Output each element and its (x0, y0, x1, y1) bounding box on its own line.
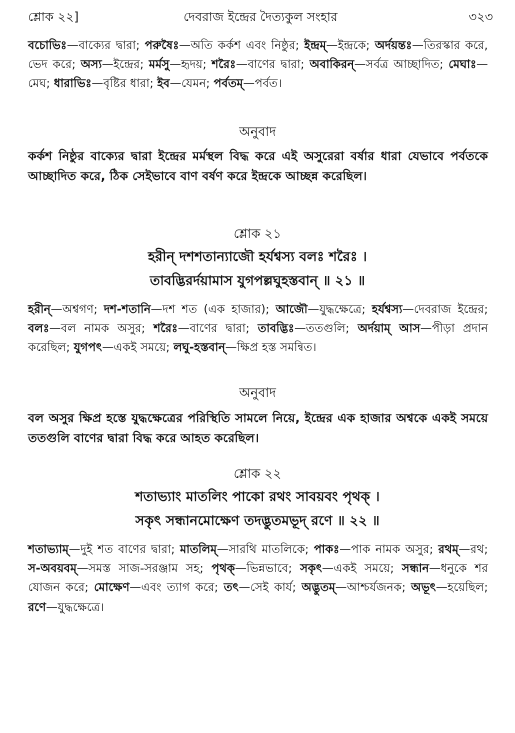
synonym-meaning: —সেই কার্য; (238, 580, 302, 595)
synonym-word: সন্ধান (401, 561, 430, 576)
synonym-meaning: —পর্বত। (243, 76, 282, 91)
translation-verse-21: বল অসুর ক্ষিপ্র হস্তে যুদ্ধক্ষেত্রের পরিস্থিতি সামলে নিয়ে, ইন্দ্রের এক হাজার অশ্বকে একই সময়ে ততগুলি বাণের দ্বারা বিদ্ধ করে আহত করেছিল। (28, 411, 488, 445)
synonym-meaning: —পাক নামক অসুর; (339, 542, 439, 556)
synonym-word: ধারাভিঃ (53, 76, 92, 91)
synonym-meaning: —দুই শত বাণের দ্বারা; (68, 542, 180, 556)
header-chapter-title: দেবরাজ ইন্দ্রের দৈত্যকুল সংহার (183, 9, 338, 24)
synonym-word: হরীন্ (28, 302, 51, 316)
synonym-word: রণে (28, 599, 47, 614)
synonym-meaning: —রথ; (458, 542, 488, 556)
synonym-word: পরুষৈঃ (144, 38, 180, 52)
synonyms-verse-21 (28, 300, 488, 358)
synonym-meaning: —বাণের দ্বারা; (177, 321, 258, 336)
synonym-meaning: —অতি কর্কশ এবং নিষ্ঠুর; (179, 38, 305, 52)
synonym-word: শরৈঃ (153, 321, 178, 336)
synonym-meaning: —হয়েছিল; (435, 580, 488, 595)
synonym-meaning: —যুদ্ধক্ষেত্রে। (46, 599, 105, 614)
synonym-meaning: —আশ্চর্যজনক; (335, 580, 412, 595)
synonym-word: অদ্ভুতম্ (301, 580, 336, 595)
synonym-meaning: —বল নামক অসুর; (49, 321, 154, 336)
verse-21-line-1: হরীন্ দশশতান্যাজৌ হর্যশ্বস্য বলঃ শরৈঃ । (147, 249, 368, 265)
synonym-word: তাবদ্ভিঃ (257, 321, 295, 336)
synonym-word: মোক্ষেণ (93, 580, 130, 595)
synonyms-verse-22 (28, 540, 488, 617)
synonyms-verse-20 (28, 36, 488, 94)
header-verse-ref: শ্লোক ২২] (28, 9, 79, 24)
synonym-meaning: —বৃষ্টির ধারা; (91, 76, 158, 91)
synonym-word: হর্যশ্বস্য (371, 302, 403, 316)
synonym-word: অস্য (80, 57, 102, 72)
synonym-word: শরৈঃ (211, 57, 236, 72)
synonym-meaning: —ধনুকে শর যোজন করে; (28, 561, 488, 595)
verse-22-heading: শ্লোক ২২ (233, 467, 282, 482)
synonym-word: ইন্দ্রম্ (304, 38, 327, 52)
verse-21-line-2: তাবদ্ভিরর্দয়ামাস যুগপল্লঘুহস্তবান্ ॥ ২১ ॥ (149, 273, 366, 289)
synonym-word: ইব (157, 76, 170, 91)
synonym-word: সকৃৎ (300, 561, 323, 576)
synonym-meaning: —ইন্দ্রকে; (326, 38, 375, 52)
synonym-word: পৃথক্ (211, 561, 235, 576)
synonym-word: অভূৎ (411, 580, 436, 595)
synonym-word: অবাকিরন্ (309, 57, 355, 72)
synonym-meaning: —মেঘ; (28, 57, 488, 91)
synonym-meaning: —যুদ্ধক্ষেত্রে; (307, 302, 372, 316)
synonym-word: দশ-শতানি (103, 302, 151, 316)
synonym-meaning: —ইন্দ্রের; (101, 57, 149, 72)
synonym-word: লঘু-হস্তবান্ (173, 340, 226, 355)
synonym-word: মেঘাঃ (448, 57, 477, 72)
synonym-meaning: —সমস্ত সাজ-সরঞ্জাম সহ; (76, 561, 212, 576)
synonym-word: পর্বতম্ (213, 76, 244, 91)
synonym-word: বচোভিঃ (28, 38, 67, 52)
synonym-meaning: —অশ্বগণ; (50, 302, 104, 316)
synonym-word: মাতলিম্ (179, 542, 217, 556)
synonym-word: রথম্ (438, 542, 459, 556)
verse-21-heading: শ্লোক ২১ (233, 227, 282, 242)
running-header (28, 8, 493, 26)
synonym-meaning: —সারথি মাতলিকে; (216, 542, 314, 556)
synonym-meaning: —দেবরাজ ইন্দ্রের; (402, 302, 488, 316)
translation-heading: অনুবাদ (239, 386, 276, 401)
synonym-meaning: —ভিন্নভাবে; (234, 561, 301, 576)
synonym-word: স-অবয়বম্ (28, 561, 77, 576)
synonym-word: পাকঃ (313, 542, 340, 556)
page-number: ৩২৩ (468, 9, 493, 24)
synonym-word: মর্মসু (148, 57, 170, 72)
synonym-word: অর্দয়াম্ আস (357, 321, 421, 336)
synonym-meaning: —ক্ষিপ্র হস্ত সমন্বিত। (225, 340, 317, 355)
verse-22-line-2: সকৃৎ সন্ধানমোক্ষেণ তদদ্ভুতমভূদ্ রণে ॥ ২২ ॥ (135, 513, 380, 529)
synonym-word: অর্দয়ন্তঃ (374, 38, 413, 52)
synonym-meaning: —হৃদয়; (169, 57, 212, 72)
synonym-meaning: —পীড়া প্রদান করেছিল; (28, 321, 488, 355)
synonym-meaning: —সর্বত্র আচ্ছাদিত; (354, 57, 449, 72)
synonym-meaning: —তিরস্কার করে, ভেদ করে; (28, 38, 488, 72)
translation-heading: অনুবাদ (239, 125, 276, 140)
synonym-meaning: —একই সময়ে; (102, 340, 174, 355)
synonym-meaning: —দশ শত (এক হাজার); (150, 302, 276, 316)
translation-verse-20: কর্কশ নিষ্ঠুর বাক্যের দ্বারা ইন্দ্রের মর্মস্থল বিদ্ধ করে এই অসুরেরা বর্ষার ধারা যেভাবে পর্বতকে আচ্ছাদিত করে, ঠিক সেইভাবে বাণ বর্ষণ করে ইন্দ্রকে আচ্ছন্ন করেছিল। (28, 149, 488, 183)
synonym-word: যুগপৎ (73, 340, 103, 355)
synonym-word: শতাভ্যাম্ (28, 542, 69, 556)
synonym-meaning: —এবং ত্যাগ করে; (129, 580, 224, 595)
synonym-meaning: —ততগুলি; (294, 321, 358, 336)
synonym-meaning: —একই সময়ে; (322, 561, 402, 576)
synonym-meaning: —বাক্যের দ্বারা; (66, 38, 145, 52)
synonym-meaning: —যেমন; (169, 76, 214, 91)
synonym-word: আজৌ (275, 302, 308, 316)
synonym-word: তৎ (223, 580, 239, 595)
synonym-meaning: —বাণের দ্বারা; (235, 57, 310, 72)
synonym-word: বলঃ (28, 321, 50, 336)
verse-22-line-1: শতাভ্যাং মাতলিং পাকো রথং সাবয়বং পৃথক্ । (135, 489, 380, 505)
